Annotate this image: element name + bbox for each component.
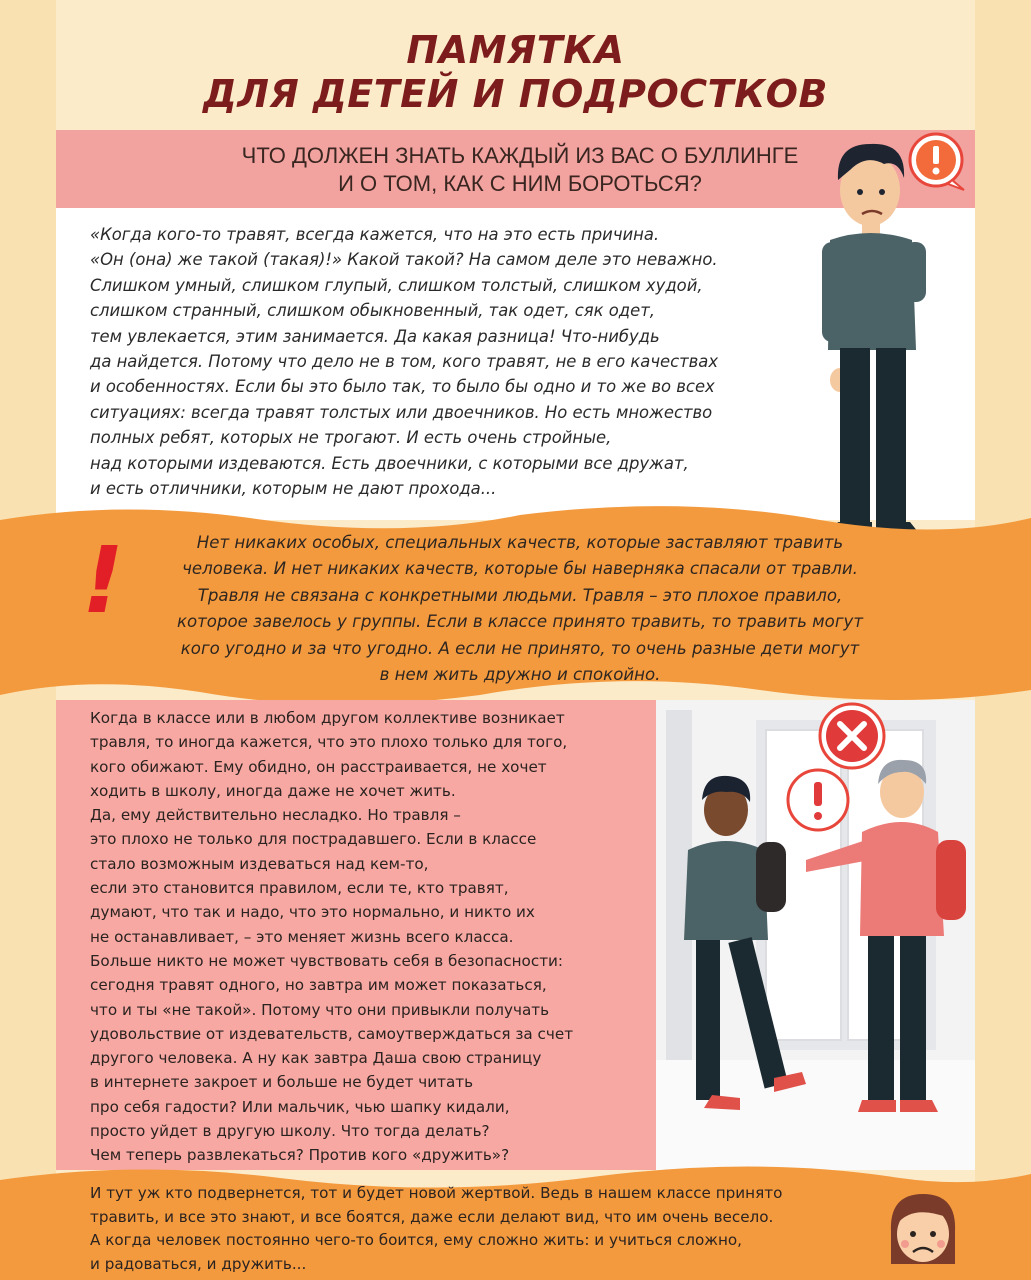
main-line: если это становится правилом, если те, кто травят,: [90, 879, 509, 898]
warning-line: в нем жить дружно и спокойно.: [379, 665, 661, 685]
main-line: про себя гадости? Или мальчик, чью шапку кидали,: [90, 1097, 510, 1116]
quote-line: слишком странный, слишком обыкновенный, так одет, сяк одет,: [90, 301, 655, 321]
warning-exclamation: !: [82, 527, 124, 634]
main-line: Чем теперь развлекаться? Против кого «дружить»?: [90, 1146, 510, 1165]
main-line: удовольствие от издевательств, самоутверждаться за счет: [90, 1024, 574, 1043]
main-line: стало возможным издеваться над кем-то,: [90, 854, 429, 873]
main-line: Больше никто не может чувствовать себя в безопасности:: [90, 951, 564, 970]
footer-text: [90, 1182, 910, 1276]
warning-line: Нет никаких особых, специальных качеств, которые заставляют травить: [196, 533, 844, 552]
quote-line: «Он (она) же такой (такая)!» Какой такой? На самом деле это неважно.: [90, 250, 718, 270]
quote-line: и особенностях. Если бы это было так, то было бы одно и то же во всех: [90, 377, 715, 397]
quote-line: «Когда кого-то травят, всегда кажется, что на это есть причина.: [90, 225, 660, 244]
warning-line: которое завелось у группы. Если в классе принято травить, то травить могут: [176, 612, 864, 632]
quote-line: да найдется. Потому что дело не в том, кого травят, не в его качествах: [90, 352, 719, 372]
warning-line: человека. И нет никаких качеств, которые бы наверняка спасали от травли.: [182, 559, 858, 579]
main-line: что и ты «не такой». Потому что они привыкли получать: [90, 1000, 550, 1019]
main-text: [90, 706, 660, 1168]
bullying-scene: [656, 700, 975, 1170]
quote-line: ситуациях: всегда травят толстых или двоечников. Но есть множество: [90, 402, 713, 422]
warning-line: Травля не связана с конкретными людьми. Травля – это плохое правило,: [197, 585, 843, 605]
bullying-scene-illustration: [656, 700, 975, 1170]
quote-line: тем увлекается, этим занимается. Да какая разница! Что-нибудь: [90, 326, 660, 346]
footer-line: А когда человек постоянно чего-то боится, ему сложно жить: и учиться сложно,: [90, 1231, 743, 1249]
subtitle-line-2: И О ТОМ, КАК С НИМ БОРОТЬСЯ?: [338, 171, 702, 196]
main-line: Когда в классе или в любом другом коллективе возникает: [90, 709, 565, 727]
main-line: думают, что так и надо, что это нормально, и никто их: [90, 903, 535, 922]
main-line: кого обижают. Ему обидно, он расстраивается, не хочет: [90, 757, 547, 776]
quote-line: полных ребят, которых не трогают. И есть очень стройные,: [90, 428, 612, 448]
page-title-line-1: ПАМЯТКА: [406, 28, 625, 72]
quote-line: над которыми издеваются. Есть двоечники, с которыми все дружат,: [90, 453, 689, 473]
main-line: сегодня травят одного, но завтра им может показаться,: [90, 976, 547, 995]
quote-line: Слишком умный, слишком глупый, слишком толстый, слишком худой,: [90, 275, 703, 295]
main-line: не останавливает, – это меняет жизнь всего класса.: [90, 927, 514, 946]
subtitle-line-1: ЧТО ДОЛЖЕН ЗНАТЬ КАЖДЫЙ ИЗ ВАС О БУЛЛИНГЕ: [241, 143, 799, 168]
page-title: [0, 28, 1031, 116]
main-line: другого человека. А ну как завтра Даша свою страницу: [90, 1049, 542, 1068]
footer-line: травить, и все это знают, и все боятся, даже если делают вид, что им очень весело.: [90, 1207, 774, 1226]
main-line: просто уйдет в другую школу. Что тогда делать?: [90, 1122, 490, 1141]
quote-text: [90, 222, 830, 501]
footer-line: и радоваться, и дружить...: [90, 1254, 307, 1273]
main-line: ходить в школу, иногда даже не хочет жить.: [90, 781, 456, 800]
quote-line: и есть отличники, которым не дают прохода...: [90, 479, 497, 499]
exclamation-bubble-icon: [902, 130, 972, 194]
sad-girl-face-illustration: [883, 1188, 963, 1268]
main-line: в интернете закроет и больше не будет читать: [90, 1073, 474, 1092]
subtitle: [110, 142, 930, 198]
main-line: это плохо не только для пострадавшего. Если в классе: [90, 830, 537, 849]
page-title-line-2: ДЛЯ ДЕТЕЙ И ПОДРОСТКОВ: [203, 72, 828, 116]
footer-line: И тут уж кто подвернется, тот и будет новой жертвой. Ведь в нашем классе принято: [90, 1184, 783, 1202]
warning-text: [120, 530, 920, 688]
warning-line: кого угодно и за что угодно. А если не принято, то очень разные дети могут: [180, 638, 860, 658]
main-line: Да, ему действительно несладко. Но травля –: [90, 806, 461, 825]
main-line: травля, то иногда кажется, что это плохо только для того,: [90, 733, 568, 752]
